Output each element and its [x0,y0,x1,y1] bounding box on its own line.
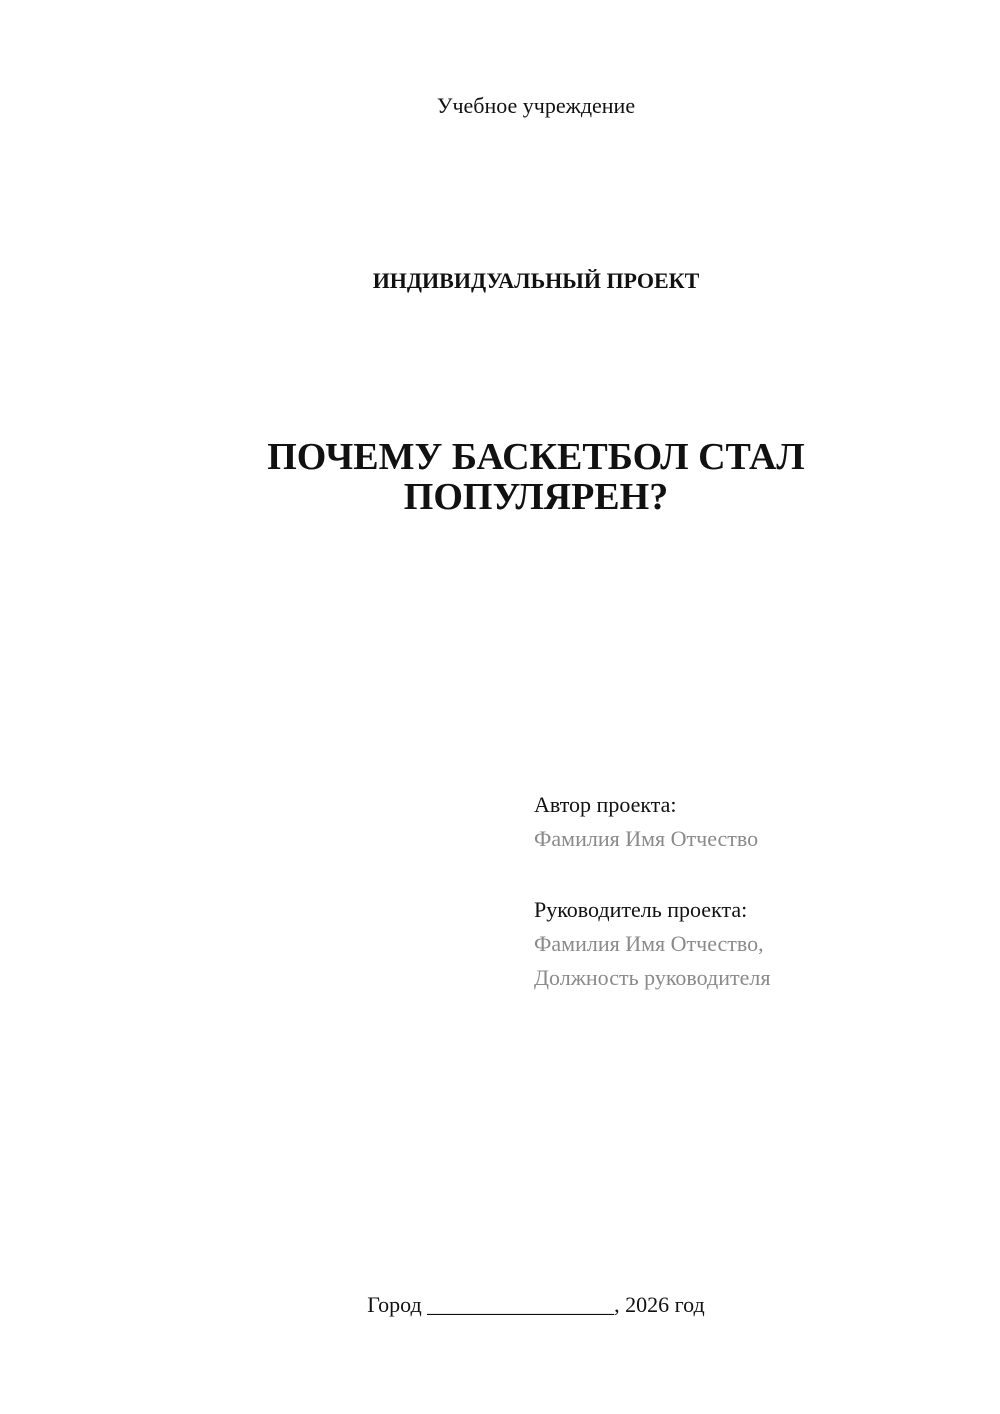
city-blank: _________________ [427,1292,615,1317]
year-label: , 2026 год [614,1292,705,1317]
supervisor-position: Должность руководителя [534,965,771,990]
city-label: Город [367,1292,422,1317]
author-label: Автор проекта: [534,792,677,817]
supervisor-label: Руководитель проекта: [534,897,748,922]
project-title-line-1: ПОЧЕМУ БАСКЕТБОЛ СТАЛ [267,436,805,478]
info-spacer [534,856,974,893]
footer-city-year [0,1291,1000,1319]
project-title-line-2: ПОПУЛЯРЕН? [403,476,669,518]
author-name: Фамилия Имя Отчество [534,826,759,851]
project-type-heading: ИНДИВИДУАЛЬНЫЙ ПРОЕКТ [372,268,700,293]
project-info-block [534,788,974,995]
supervisor-name: Фамилия Имя Отчество, [534,931,764,956]
project-title [0,437,1000,517]
institution-name: Учебное учреждение [436,93,636,118]
